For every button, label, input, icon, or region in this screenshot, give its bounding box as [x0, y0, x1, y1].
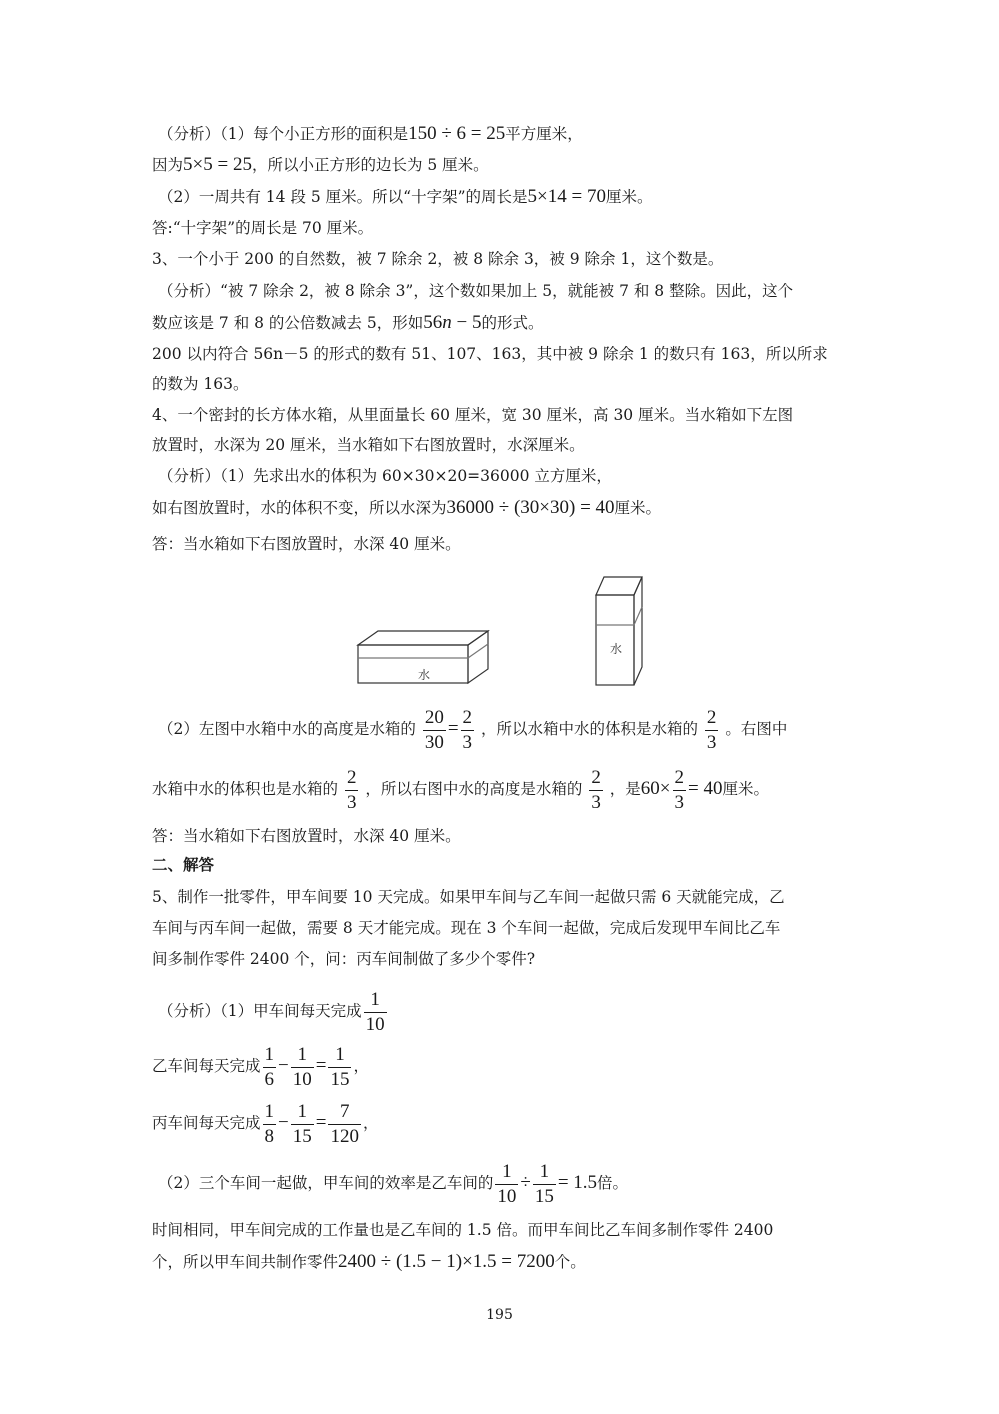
analysis-line: （2）一周共有 14 段 5 厘米。所以“十字架”的周长是5×14 = 70厘米。 — [158, 186, 653, 207]
question-5: 5、制作一批零件，甲车间要 10 天完成。如果甲车间与乙车间一起做只需 6 天就能完成，乙 — [152, 888, 785, 906]
section-heading: 二、解答 — [152, 855, 215, 874]
fraction: $\frac{2}{3}$ — [462, 706, 473, 753]
fraction: $\frac{7}{120}$ — [330, 1100, 359, 1147]
analysis-line: 200 以内符合 56n－5 的形式的数有 51、107、163，其中被 9 除余 1 的数只有 163，所以所求 — [152, 345, 828, 363]
analysis-line: 因为5×5 = 25，所以小正方形的边长为 5 厘米。 — [152, 154, 489, 175]
fraction: $\frac{2}{3}$ — [674, 766, 685, 813]
water-label-left: 水 — [417, 668, 431, 682]
analysis-line: 个，所以甲车间共制作零件2400 ÷ (1.5 − 1)×1.5 = 7200个。 — [152, 1251, 586, 1272]
analysis-line: （分析）（1）先求出水的体积为 60×30×20=36000 立方厘米， — [158, 467, 612, 485]
fraction: $\frac{1}{10}$ — [365, 988, 385, 1035]
fraction: $\frac{2}{3}$ — [591, 766, 601, 813]
analysis-line: （2）左图中水箱中水的高度是水箱的 $\frac{20}{30}$ = $\frac{2}{3}$ ，所以水箱中水的体积是水箱的 $\frac{2}{3}$ 。右图中 — [158, 706, 788, 753]
question-4: 4、一个密封的长方体水箱，从里面量长 60 厘米，宽 30 厘米，高 30 厘米。当水箱如下左图 — [152, 406, 794, 424]
fraction: $\frac{1}{15}$ — [534, 1160, 554, 1207]
answer-line: 答：当水箱如下右图放置时，水深 40 厘米。 — [152, 827, 461, 845]
question-3: 3、一个小于 200 的自然数，被 7 除余 2，被 8 除余 3，被 9 除余 1，这个数是。 — [152, 250, 724, 268]
analysis-line: （2）三个车间一起做，甲车间的效率是乙车间的 $\frac{1}{10}$ ÷ $\frac{1}{15}$ = 1.5倍。 — [158, 1160, 629, 1207]
fraction: $\frac{1}{8}$ — [264, 1100, 275, 1147]
fraction: $\frac{1}{15}$ — [330, 1043, 350, 1090]
fraction: $\frac{1}{15}$ — [292, 1100, 312, 1147]
answer-line: 答：当水箱如下右图放置时，水深 40 厘米。 — [152, 535, 461, 553]
analysis-line: 数应该是 7 和 8 的公倍数减去 5，形如56n − 5的形式。 — [152, 312, 544, 333]
analysis-line: 如右图放置时，水的体积不变，所以水深为36000 ÷ (30×30) = 40厘米。 — [152, 497, 662, 518]
analysis-line: 的数为 163。 — [152, 375, 249, 393]
question-4: 放置时，水深为 20 厘米，当水箱如下右图放置时，水深厘米。 — [152, 436, 585, 454]
analysis-line: 乙车间每天完成 $\frac{1}{6}$ − $\frac{1}{10}$ = $\frac{1}{15}$ ， — [152, 1043, 369, 1090]
analysis-line: （分析）（1）甲车间每天完成 $\frac{1}{10}$ — [158, 988, 385, 1035]
water-label-right: 水 — [609, 642, 623, 656]
fraction: $\frac{1}{6}$ — [264, 1043, 275, 1090]
tank-right-vertical — [596, 577, 642, 685]
analysis-line: （分析）“被 7 除余 2，被 8 除余 3”，这个数如果加上 5，就能被 7 和 8 整除。因此，这个 — [158, 282, 794, 300]
answer-line: 答:“十字架”的周长是 70 厘米。 — [152, 219, 374, 237]
fraction: $\frac{1}{10}$ — [497, 1160, 517, 1207]
analysis-line: 水箱中水的体积也是水箱的 $\frac{2}{3}$ ，所以右图中水的高度是水箱的 $\frac{2}{3}$ ，是60× $\frac{2}{3}$ = 40厘米。 — [152, 766, 769, 813]
water-tank-figure — [340, 565, 660, 695]
fraction: $\frac{1}{10}$ — [292, 1043, 312, 1090]
analysis-line: 丙车间每天完成 $\frac{1}{8}$ − $\frac{1}{15}$ = $\frac{7}{120}$ ， — [152, 1100, 379, 1147]
page-number: 195 — [486, 1307, 513, 1323]
fraction: $\frac{20}{30}$ — [424, 706, 444, 753]
analysis-line: 时间相同，甲车间完成的工作量也是乙车间的 1.5 倍。而甲车间比乙车间多制作零件 2400 — [152, 1221, 774, 1239]
fraction: $\frac{2}{3}$ — [706, 706, 717, 753]
question-5: 车间与丙车间一起做，需要 8 天才能完成。现在 3 个车间一起做，完成后发现甲车间比乙车 — [152, 919, 781, 937]
analysis-line: （分析）（1）每个小正方形的面积是150 ÷ 6 = 25平方厘米， — [158, 123, 583, 144]
question-5: 间多制作零件 2400 个，问：丙车间制做了多少个零件? — [152, 950, 536, 968]
fraction: $\frac{2}{3}$ — [346, 766, 357, 813]
